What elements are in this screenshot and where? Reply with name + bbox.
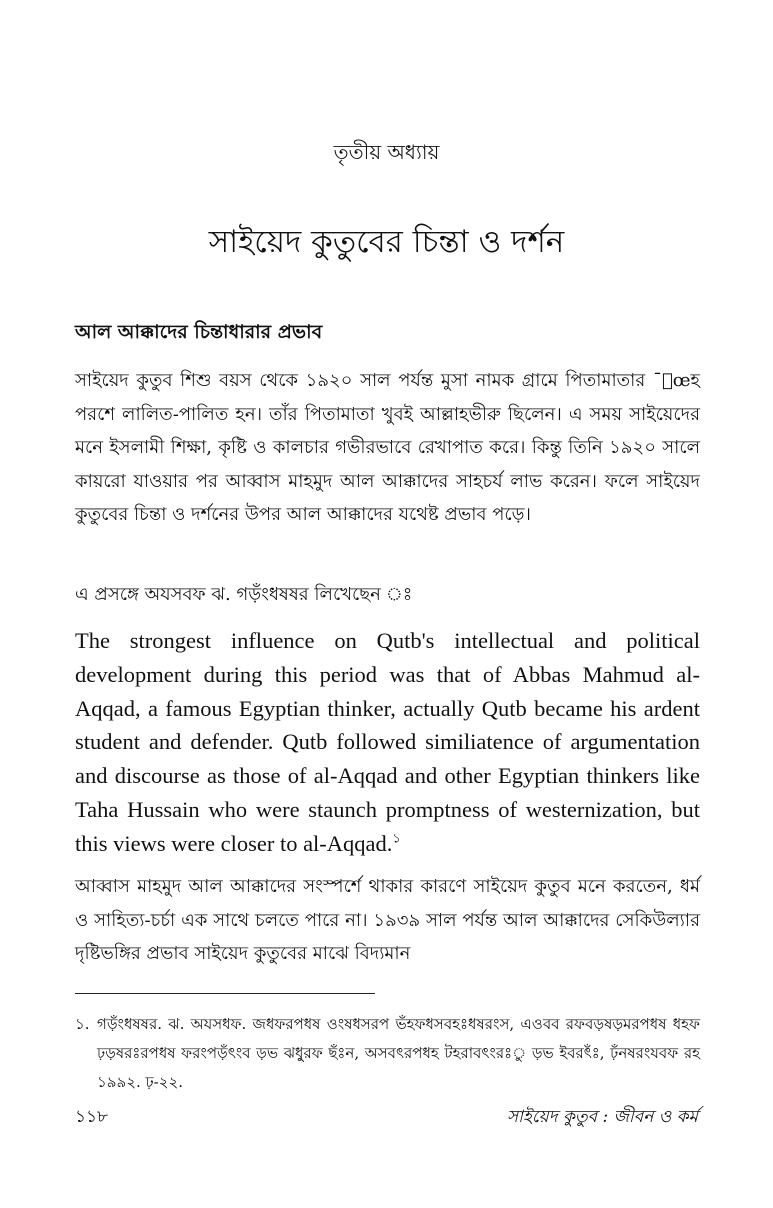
footnote-marker[interactable]: ১ — [392, 831, 401, 847]
footnote-number: ১. — [75, 1015, 90, 1033]
page-number: ১১৮ — [75, 1107, 109, 1127]
english-quote — [75, 624, 700, 861]
paragraph-1: সাইয়েদ কুতুব শিশু বয়স থেকে ১৯২০ সাল পর্যন্ত মুসা নামক গ্রামে পিতামাতার ¯েœহ পরশে লালিত-পালিত হন। তাঁর পিতামাতা খুবই আল্লাহভীরু ছিলেন। এ সময় সাইয়েদের মনে ইসলামী শিক্ষা, কৃষ্টি ও কালচার গভীরভাবে রেখাপাত করে। কিন্তু তিনি ১৯২০ সালে কায়রো যাওয়ার পর আব্বাস মাহমুদ আল আক্কাদের সাহচর্য লাভ করেন। ফলে সাইয়েদ কুতুবের চিন্তা ও দর্শনের উপর আল আক্কাদের যথেষ্ট প্রভাব পড়ে। — [75, 370, 700, 525]
running-footer-title: সাইয়েদ কুতুব : জীবন ও কর্ম — [506, 1107, 698, 1127]
quote-intro: এ প্রসঙ্গে অযসবফ ঝ. গড়ঁংধষষর লিখেছেন ঃ — [75, 584, 413, 605]
paragraph-2: আব্বাস মাহমুদ আল আক্কাদের সংস্পর্শে থাকার কারণে সাইয়েদ কুতুব মনে করতেন, ধর্ম ও সাহিত্য-চর্চা এক সাথে চলতে পারে না। ১৯৩৯ সাল পর্যন্ত আল আক্কাদের সেকিউল্যার দৃষ্টিভঙ্গির প্রভাব সাইয়েদ কুতুবের মাঝে বিদ্যমান — [75, 876, 700, 964]
section-heading: আল আক্কাদের চিন্তাধারার প্রভাব — [75, 321, 323, 343]
footnote-divider — [75, 993, 375, 994]
footnote — [75, 1010, 700, 1097]
chapter-label: তৃতীয় অধ্যায় — [333, 140, 440, 164]
chapter-title: সাইয়েদ কুতুবের চিন্তা ও দর্শন — [208, 224, 565, 260]
quote-text: The strongest influence on Qutb's intellectual and political development during this period was that of Abbas Mahmud al-Aqqad, a famous Egyptian thinker, actually Qutb became his ardent student and defender. Qutb followed similiatence of argumentation and discourse as those of al-Aqqad and other Egyptian thinkers like Taha Hussain who were staunch promptness of westernization, but this views were closer to al-Aqqad. — [75, 628, 700, 856]
footnote-text: গড়ঁংধষষর. ঝ. অযসধফ. জধফরপধষ ওংষধসরপ ভঁহফধসবহঃধষরংস, এওবব রফবড়ষড়মরপধষ ধহফ ঢ়ড়ষরঃরপধষ ফরংপড়ঁৎংব ড়ভ ঝধুুরফ ছঁঃন, অসবৎরপধহ টহরাবৎংরঃু ড়ভ ইবরৎঁঃ, ঢ়ঁনষরংযবফ রহ ১৯৯২. ঢ়-২২. — [97, 1015, 700, 1091]
